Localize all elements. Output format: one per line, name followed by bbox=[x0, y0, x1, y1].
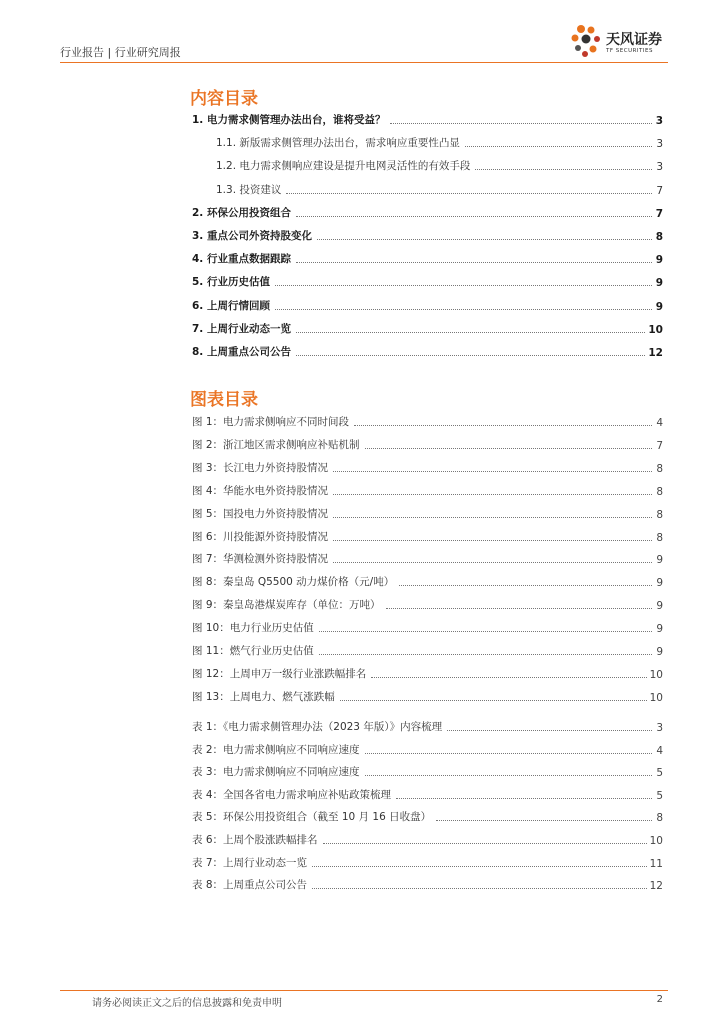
table-entry[interactable] bbox=[192, 831, 663, 847]
entry-label: 1.1. 新版需求侧管理办法出台，需求响应重要性凸显 bbox=[216, 137, 460, 150]
entry-label: 表 3：电力需求侧响应不同响应速度 bbox=[192, 766, 360, 779]
figure-entry[interactable] bbox=[192, 550, 663, 566]
entry-label: 表 8：上周重点公司公告 bbox=[192, 879, 308, 892]
figure-entry[interactable] bbox=[192, 596, 663, 612]
entry-label: 表 4：全国各省电力需求响应补贴政策梳理 bbox=[192, 788, 392, 801]
entry-page-number: 9 bbox=[656, 600, 663, 613]
table-entry[interactable] bbox=[192, 763, 663, 779]
entry-label: 表 2：电力需求侧响应不同响应速度 bbox=[192, 743, 360, 756]
figure-entry[interactable] bbox=[192, 413, 663, 429]
entry-page-number: 12 bbox=[649, 880, 663, 893]
entry-label: 表 7：上周行业动态一览 bbox=[192, 856, 308, 869]
dot-leader bbox=[319, 630, 652, 632]
entry-page-number: 5 bbox=[656, 789, 663, 802]
entry-page-number: 7 bbox=[656, 439, 663, 452]
entry-label: 7. 上周行业动态一览 bbox=[192, 322, 291, 335]
dot-leader bbox=[436, 819, 652, 821]
entry-label: 5. 行业历史估值 bbox=[192, 276, 270, 289]
entry-page-number: 8 bbox=[656, 812, 663, 825]
brand-logo bbox=[570, 24, 680, 62]
dot-leader bbox=[475, 168, 652, 170]
toc-subsection-entry[interactable] bbox=[216, 157, 663, 173]
entry-page-number: 4 bbox=[656, 417, 663, 429]
entry-page-number: 10 bbox=[649, 668, 663, 681]
figure-entry[interactable] bbox=[192, 505, 663, 521]
dot-leader bbox=[312, 887, 647, 889]
dot-leader bbox=[386, 607, 652, 609]
entry-label: 图 6：川投能源外资持股情况 bbox=[192, 530, 329, 543]
figure-entry[interactable] bbox=[192, 665, 663, 681]
dot-leader bbox=[296, 261, 652, 263]
figure-entry[interactable] bbox=[192, 482, 663, 498]
dot-leader bbox=[447, 729, 652, 731]
toc-subsection-entry[interactable] bbox=[216, 181, 663, 197]
dot-leader bbox=[323, 842, 647, 844]
entry-page-number: 12 bbox=[648, 347, 663, 359]
entry-label: 图 13：上周电力、燃气涨跌幅 bbox=[192, 690, 335, 703]
entry-page-number: 3 bbox=[655, 115, 663, 127]
brand-subtitle: TF SECURITIES bbox=[606, 48, 653, 54]
flower-logo-icon bbox=[570, 24, 604, 60]
figure-entry[interactable] bbox=[192, 436, 663, 452]
entry-label: 图 12：上周申万一级行业涨跌幅排名 bbox=[192, 667, 367, 680]
entry-page-number: 5 bbox=[656, 767, 663, 780]
table-entry[interactable] bbox=[192, 786, 663, 802]
toc-section-entry[interactable] bbox=[192, 204, 663, 220]
dot-leader bbox=[333, 470, 652, 472]
toc-subsection-entry[interactable] bbox=[216, 134, 663, 150]
dot-leader bbox=[354, 424, 652, 426]
header-divider bbox=[60, 62, 668, 63]
dot-leader bbox=[296, 331, 645, 333]
entry-label: 表 5：环保公用投资组合（截至 10 月 16 日收盘） bbox=[192, 811, 432, 824]
entry-label: 表 1：《电力需求侧管理办法（2023 年版）》内容梳理 bbox=[192, 721, 443, 733]
table-entry[interactable] bbox=[192, 808, 663, 824]
entry-page-number: 9 bbox=[656, 646, 663, 658]
entry-page-number: 9 bbox=[656, 577, 663, 590]
entry-label: 8. 上周重点公司公告 bbox=[192, 346, 291, 358]
dot-leader bbox=[333, 539, 652, 541]
entry-page-number: 10 bbox=[648, 323, 663, 336]
dot-leader bbox=[365, 752, 652, 754]
entry-label: 图 9：秦皇岛港煤炭库存（单位：万吨） bbox=[192, 599, 381, 612]
dot-leader bbox=[399, 584, 652, 586]
dot-leader bbox=[333, 493, 652, 495]
figure-entry[interactable] bbox=[192, 573, 663, 589]
figure-entry[interactable] bbox=[192, 619, 663, 635]
toc-section-entry[interactable] bbox=[192, 297, 663, 313]
header-title: 行业报告 | 行业研究周报 bbox=[60, 46, 181, 59]
figure-entry[interactable] bbox=[192, 688, 663, 704]
entry-page-number: 9 bbox=[655, 277, 663, 290]
entry-label: 1.3. 投资建议 bbox=[216, 183, 282, 196]
dot-leader bbox=[390, 122, 652, 124]
toc-section-entry[interactable] bbox=[192, 250, 663, 266]
dot-leader bbox=[371, 676, 646, 678]
dot-leader bbox=[465, 145, 652, 147]
dot-leader bbox=[275, 284, 652, 286]
dot-leader bbox=[275, 308, 652, 310]
figures-title: 图表目录 bbox=[190, 390, 258, 410]
page-number: 2 bbox=[656, 994, 663, 1005]
dot-leader bbox=[396, 797, 652, 799]
dot-leader bbox=[319, 653, 652, 655]
entry-page-number: 9 bbox=[656, 623, 663, 636]
entry-label: 图 11：燃气行业历史估值 bbox=[192, 645, 314, 657]
entry-page-number: 10 bbox=[649, 835, 663, 847]
toc-section-entry[interactable] bbox=[192, 343, 663, 359]
dot-leader bbox=[312, 865, 647, 867]
entry-page-number: 9 bbox=[656, 554, 663, 567]
entry-label: 图 8：秦皇岛 Q5500 动力煤价格（元/吨） bbox=[192, 576, 395, 589]
dot-leader bbox=[333, 561, 652, 563]
entry-page-number: 8 bbox=[656, 462, 663, 475]
toc-section-entry[interactable] bbox=[192, 111, 663, 127]
table-entry[interactable] bbox=[192, 854, 663, 870]
dot-leader bbox=[333, 516, 652, 518]
entry-label: 6. 上周行情回顾 bbox=[192, 299, 270, 312]
figure-entry[interactable] bbox=[192, 528, 663, 544]
entry-label: 3. 重点公司外资持股变化 bbox=[192, 230, 312, 242]
entry-page-number: 9 bbox=[655, 300, 663, 313]
entry-page-number: 7 bbox=[655, 207, 663, 220]
entry-page-number: 8 bbox=[655, 231, 663, 243]
toc-section-entry[interactable] bbox=[192, 227, 663, 243]
figure-entry[interactable] bbox=[192, 642, 663, 658]
dot-leader bbox=[296, 354, 645, 356]
table-entry[interactable] bbox=[192, 876, 663, 892]
entry-label: 1. 电力需求侧管理办法出台，谁将受益？ bbox=[192, 114, 386, 126]
entry-label: 图 7：华测检测外资持股情况 bbox=[192, 553, 329, 566]
toc-title: 内容目录 bbox=[190, 89, 258, 109]
entry-label: 1.2. 电力需求侧响应建设是提升电网灵活性的有效手段 bbox=[216, 160, 471, 173]
entry-page-number: 3 bbox=[656, 161, 663, 174]
entry-label: 图 10：电力行业历史估值 bbox=[192, 622, 314, 635]
footer-divider bbox=[60, 990, 668, 991]
table-entry[interactable] bbox=[192, 718, 663, 734]
dot-leader bbox=[365, 447, 652, 449]
entry-page-number: 7 bbox=[656, 184, 663, 197]
dot-leader bbox=[286, 192, 652, 194]
entry-label: 2. 环保公用投资组合 bbox=[192, 206, 291, 219]
dot-leader bbox=[296, 215, 652, 217]
entry-label: 图 1：电力需求侧响应不同时间段 bbox=[192, 416, 350, 428]
entry-page-number: 3 bbox=[656, 722, 663, 734]
entry-label: 图 2：浙江地区需求侧响应补贴机制 bbox=[192, 438, 360, 451]
entry-page-number: 10 bbox=[649, 691, 663, 704]
brand-name: 天风证券 bbox=[606, 32, 662, 48]
dot-leader bbox=[340, 699, 647, 701]
entry-page-number: 3 bbox=[656, 138, 663, 151]
entry-page-number: 9 bbox=[655, 254, 663, 267]
table-entry[interactable] bbox=[192, 741, 663, 757]
toc-section-entry[interactable] bbox=[192, 320, 663, 336]
dot-leader bbox=[317, 238, 652, 240]
entry-label: 图 3：长江电力外资持股情况 bbox=[192, 461, 329, 474]
entry-label: 4. 行业重点数据跟踪 bbox=[192, 253, 291, 266]
toc-section-entry[interactable] bbox=[192, 273, 663, 289]
footer-disclaimer: 请务必阅读正文之后的信息披露和免责申明 bbox=[92, 998, 282, 1009]
entry-page-number: 11 bbox=[649, 857, 663, 870]
entry-page-number: 8 bbox=[656, 531, 663, 544]
dot-leader bbox=[365, 774, 652, 776]
entry-page-number: 8 bbox=[656, 485, 663, 498]
entry-label: 表 6：上周个股涨跌幅排名 bbox=[192, 834, 318, 846]
entry-label: 图 5：国投电力外资持股情况 bbox=[192, 507, 329, 520]
entry-page-number: 8 bbox=[656, 508, 663, 521]
entry-label: 图 4：华能水电外资持股情况 bbox=[192, 484, 329, 497]
figure-entry[interactable] bbox=[192, 459, 663, 475]
entry-page-number: 4 bbox=[656, 744, 663, 757]
